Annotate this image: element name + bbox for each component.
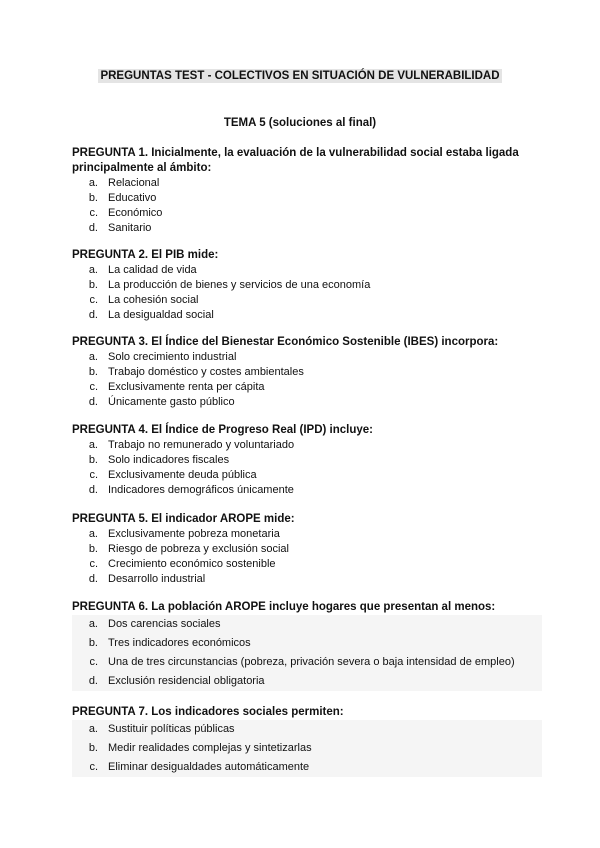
option: a. Exclusivamente pobreza monetaria — [88, 528, 280, 540]
question-title: PREGUNTA 3. El Índice del Bienestar Económico Sostenible (IBES) incorpora: — [72, 336, 499, 348]
option: b. Educativo — [88, 192, 157, 204]
option: b. Medir realidades complejas y sintetizarlas — [88, 742, 312, 754]
document-title: PREGUNTAS TEST - COLECTIVOS EN SITUACIÓN DE VULNERABILIDAD — [100, 70, 500, 82]
question-title: PREGUNTA 2. El PIB mide: — [72, 249, 219, 261]
question-title: PREGUNTA 4. El Índice de Progreso Real (IPD) incluye: — [72, 424, 373, 436]
question-2 — [72, 248, 542, 323]
option: c. Económico — [89, 207, 163, 219]
option: a. Trabajo no remunerado y voluntariado — [88, 439, 295, 451]
option: a. La calidad de vida — [88, 264, 197, 276]
document-subtitle: TEMA 5 (soluciones al final) — [223, 117, 377, 129]
option: d. Indicadores demográficos únicamente — [88, 484, 294, 496]
option: d. Desarrollo industrial — [88, 573, 206, 585]
question-title: PREGUNTA 1. Inicialmente, la evaluación de la vulnerabilidad social estaba ligada principalmente al ámbito: — [72, 147, 519, 174]
question-4 — [72, 423, 542, 498]
options-list — [72, 720, 542, 777]
options-list — [72, 527, 542, 587]
option: a. Solo crecimiento industrial — [88, 351, 237, 363]
option: c. Exclusivamente deuda pública — [89, 469, 257, 481]
question-title: PREGUNTA 6. La población AROPE incluye hogares que presentan al menos: — [72, 601, 496, 613]
options-list — [72, 350, 542, 410]
option: d. La desigualdad social — [88, 309, 214, 321]
option: b. Riesgo de pobreza y exclusión social — [88, 543, 289, 555]
options-list — [72, 615, 542, 691]
option: d. Únicamente gasto público — [88, 396, 235, 408]
option: c. La cohesión social — [89, 294, 199, 306]
option: a. Sustituir políticas públicas — [88, 723, 235, 735]
question-1 — [72, 146, 542, 236]
option: d. Exclusión residencial obligatoria — [88, 675, 265, 687]
option: b. Trabajo doméstico y costes ambientales — [88, 366, 304, 378]
option: b. Solo indicadores fiscales — [88, 454, 230, 466]
option: b. La producción de bienes y servicios de una economía — [88, 279, 371, 291]
options-list — [72, 176, 542, 236]
question-5 — [72, 512, 542, 587]
option: c. Exclusivamente renta per cápita — [89, 381, 265, 393]
question-title: PREGUNTA 7. Los indicadores sociales permiten: — [72, 706, 344, 718]
question-6 — [72, 600, 542, 691]
question-7 — [72, 705, 542, 777]
options-list — [72, 438, 542, 498]
question-3 — [72, 335, 542, 410]
option: d. Sanitario — [88, 222, 152, 234]
option: c. Una de tres circunstancias (pobreza, privación severa o baja intensidad de empleo) — [89, 656, 515, 668]
options-list — [72, 263, 542, 323]
option: c. Eliminar desigualdades automáticamente — [89, 761, 310, 773]
question-title: PREGUNTA 5. El indicador AROPE mide: — [72, 513, 295, 525]
option: a. Dos carencias sociales — [88, 618, 221, 630]
option: c. Crecimiento económico sostenible — [89, 558, 276, 570]
option: b. Tres indicadores económicos — [88, 637, 251, 649]
option: a. Relacional — [88, 177, 160, 189]
